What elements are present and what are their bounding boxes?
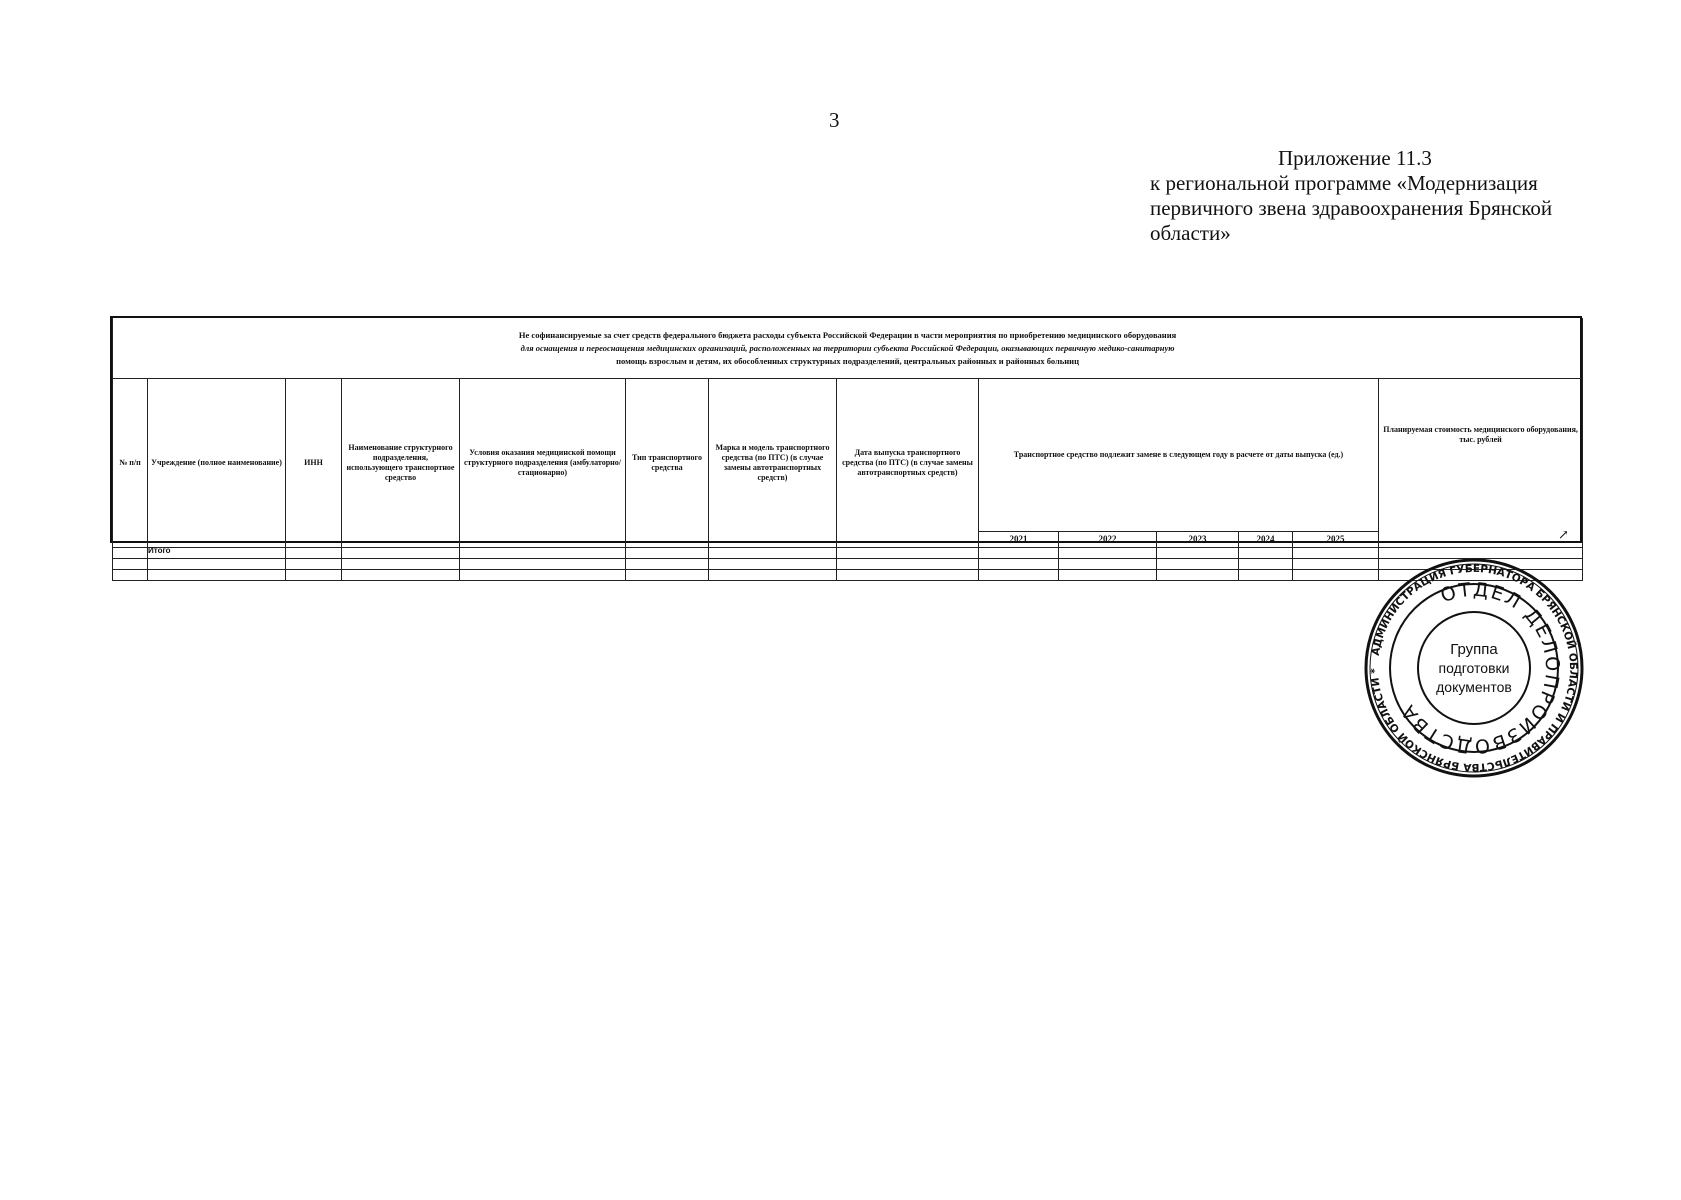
total-label: Итого xyxy=(148,546,171,555)
stamp-center-line-2: подготовки xyxy=(1438,660,1510,676)
year-cell: 2022 xyxy=(1059,531,1157,547)
header-inn: ИНН xyxy=(286,379,342,548)
stamp-center-line-3: документов xyxy=(1436,679,1512,695)
header-planned-cost: Планируемая стоимость медицинского оборудования, тыс. рублей xyxy=(1379,379,1583,548)
header-brand-model: Марка и модель транспортного средства (по ПТС) (в случае замены автотранспортных средств) xyxy=(709,379,837,548)
table-title xyxy=(113,318,1583,379)
table-header-row xyxy=(113,379,1583,532)
arrow-icon: ↗ xyxy=(1558,527,1569,542)
year-cell: 2025 xyxy=(1293,531,1379,547)
vehicle-table xyxy=(110,316,1582,543)
header-institution: Учреждение (полное наименование) xyxy=(148,379,286,548)
stamp-center-line-1: Группа xyxy=(1450,641,1498,658)
stamp-ring-text: ОТДЕЛ ДЕЛОПРОИЗВОДСТВА xyxy=(1396,578,1564,758)
header-release-date: Дата выпуска транспортного средства (по ПТС) (в случае замены автотранспортных средств) xyxy=(837,379,979,548)
header-replacement: Транспортное средство подлежит замене в следующем году в расчете от даты выпуска (ед.) xyxy=(979,379,1379,532)
year-cell: 2021 xyxy=(979,531,1059,547)
appendix-line-3: первичного звена здравоохранения Брянской xyxy=(1150,196,1553,220)
appendix-line-4: области» xyxy=(1150,221,1231,245)
page-number: 3 xyxy=(829,108,840,132)
stamp-outer-text: АДМИНИСТРАЦИЯ ГУБЕРНАТОРА БРЯНСКОЙ ОБЛАСТИ И ПРАВИТЕЛЬСТВА БРЯНСКОЙ ОБЛАСТИ * xyxy=(1368,562,1580,774)
appendix-title: Приложение 11.3 xyxy=(1278,146,1432,170)
office-stamp xyxy=(1362,556,1586,780)
header-conditions: Условия оказания медицинской помощи структурного подразделения (амбулаторно/стационарно) xyxy=(460,379,626,548)
appendix-header xyxy=(1150,146,1650,246)
header-num: № п/п xyxy=(113,379,148,548)
header-vehicle-type: Тип транспортного средства xyxy=(626,379,709,548)
table-title-row xyxy=(113,318,1583,379)
table-title-line-3: помощь взрослым и детям, их обособленных структурных подразделений, центральных районных и районных больниц xyxy=(616,355,1079,366)
year-cell: 2023 xyxy=(1157,531,1239,547)
appendix-line-2: к региональной программе «Модернизация xyxy=(1150,171,1538,195)
year-cell: 2024 xyxy=(1239,531,1293,547)
header-subdivision: Наименование структурного подразделения, использующего транспортное средство xyxy=(342,379,460,548)
table-title-line-2: для оснащения и переоснащения медицинских организаций, расположенных на территории субъекта Российской Федерации, оказывающих первичную медико-санитарную xyxy=(520,342,1175,353)
table-title-line-1: Не софинансируемые за счет средств федерального бюджета расходы субъекта Российской Федерации в части мероприятия по приобретению медицинского оборудования xyxy=(518,329,1177,340)
